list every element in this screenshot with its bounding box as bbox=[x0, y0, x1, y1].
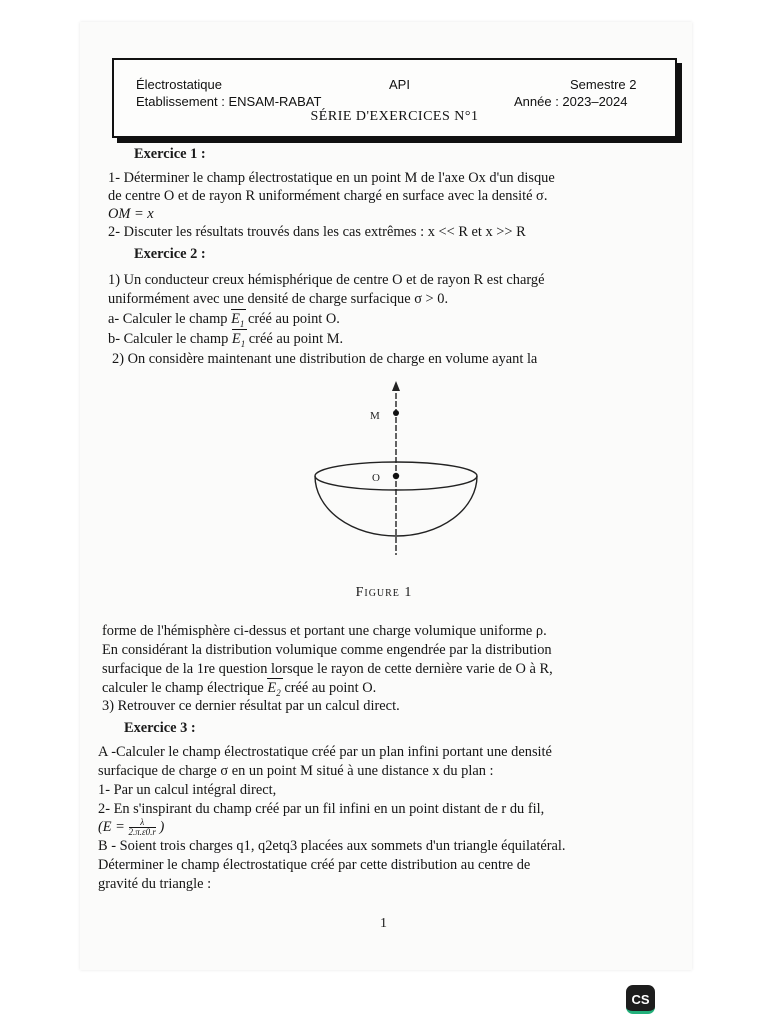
label-m: M bbox=[370, 410, 380, 422]
ex2-b-post: créé au point M. bbox=[248, 331, 344, 347]
institution-label: Etablissement : ENSAM-RABAT bbox=[136, 94, 322, 109]
header-box bbox=[112, 58, 677, 138]
ex2-a-pre: a- Calculer le champ bbox=[108, 311, 228, 327]
ex3-a-1: 1- Par un calcul intégral direct, bbox=[98, 782, 277, 798]
exercise-1-heading: Exercice 1 : bbox=[134, 146, 206, 162]
subject-label: Électrostatique bbox=[136, 77, 222, 92]
vector-e1: $E_1$ bbox=[231, 310, 244, 333]
camscanner-logo: CS bbox=[626, 985, 655, 1014]
ex3-b-line3: gravité du triangle : bbox=[98, 876, 212, 892]
ex2-p1-line1: 1) Un conducteur creux hémisphérique de centre O et de rayon R est chargé bbox=[108, 272, 545, 288]
ex3-a-line1: A -Calculer le champ électrostatique créé par un plan infini portant une densité bbox=[98, 744, 552, 760]
ex3-b-line2: Déterminer le champ électrostatique créé par cette distribution au centre de bbox=[98, 857, 531, 873]
ex1-q2: 2- Discuter les résultats trouvés dans les cas extrêmes : x << R et x >> R bbox=[108, 224, 526, 240]
hemisphere-figure bbox=[300, 375, 500, 575]
ex3-a-2: 2- En s'inspirant du champ créé par un fil infini en un point distant de r du fil, bbox=[98, 801, 545, 817]
page-number: 1 bbox=[380, 916, 387, 931]
exercise-2-heading: Exercice 2 : bbox=[134, 246, 206, 262]
ex2-p2-line3: En considérant la distribution volumique comme engendrée par la distribution bbox=[102, 642, 552, 658]
ex2-p1-line2: uniformément avec une densité de charge surfacique σ > 0. bbox=[108, 291, 449, 307]
ex1-q1-line3: OM = x bbox=[108, 206, 154, 222]
figure-caption: Figure 1 bbox=[355, 585, 413, 600]
semester-label: Semestre 2 bbox=[570, 77, 637, 92]
vector-e2: $E_2$ bbox=[267, 679, 280, 702]
ex2-p2-line1: 2) On considère maintenant une distribution de charge en volume ayant la bbox=[112, 351, 538, 367]
ex2-a-post: créé au point O. bbox=[247, 311, 340, 327]
ex1-q1-line1: 1- Déterminer le champ électrostatique en un point M de l'axe Ox d'un disque bbox=[108, 170, 555, 186]
ex3-a-line2: surfacique de charge σ en un point M situé à une distance x du plan : bbox=[98, 763, 494, 779]
vector-e1: $E_1$ bbox=[232, 330, 245, 353]
label-o: O bbox=[372, 472, 380, 484]
point-m bbox=[393, 410, 399, 416]
ex3-b-line1: B - Soient trois charges q1, q2etq3 placées aux sommets d'un triangle équilatéral. bbox=[98, 838, 566, 854]
exercise-3-heading: Exercice 3 : bbox=[124, 720, 196, 736]
ex1-q1-line2: de centre O et de rayon R uniformément chargé en surface avec la densité σ. bbox=[108, 188, 548, 204]
ex2-p2-line2: forme de l'hémisphère ci-dessus et portant une charge volumique uniforme ρ. bbox=[102, 623, 547, 639]
axis-arrow bbox=[392, 381, 400, 391]
ex2-p2-line4: surfacique de la 1re question lorsque le rayon de cette dernière varie de O à R, bbox=[102, 661, 553, 677]
ex2-p2-line5-post: créé au point O. bbox=[284, 680, 377, 696]
ex2-p2-line5-pre: calculer le champ électrique bbox=[102, 680, 264, 696]
ex2-b-pre: b- Calculer le champ bbox=[108, 331, 229, 347]
year-label: Année : 2023–2024 bbox=[514, 94, 628, 109]
program-label: API bbox=[389, 77, 410, 92]
ex2-p3: 3) Retrouver ce dernier résultat par un calcul direct. bbox=[102, 698, 400, 714]
point-o bbox=[393, 473, 399, 479]
ex3-formula: (E = $\frac{\lambda}{2.\pi.\varepsilon 0.r}$ ) bbox=[98, 817, 165, 838]
series-title: SÉRIE D'EXERCICES N°1 bbox=[310, 109, 479, 124]
